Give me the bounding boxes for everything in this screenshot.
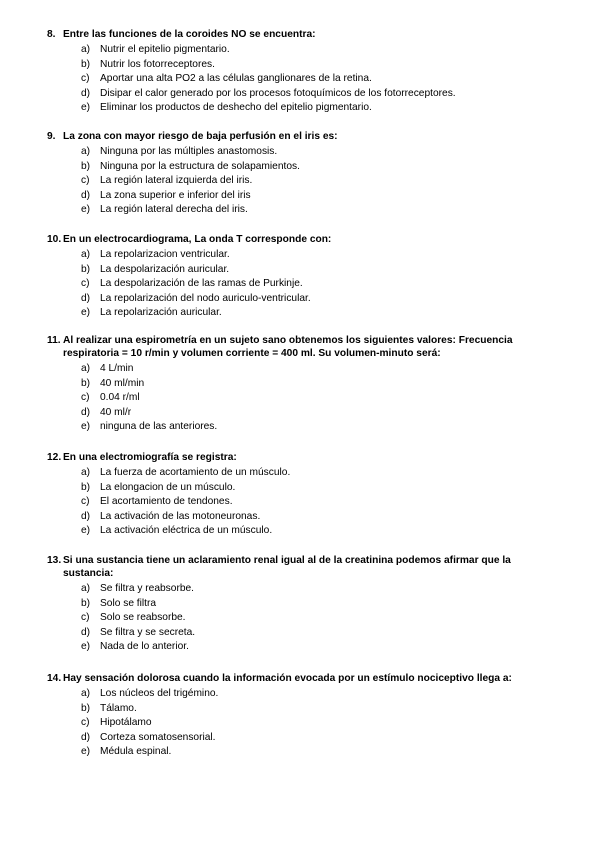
option-c: [81, 495, 557, 510]
option-text: La despolarización auricular.: [100, 263, 230, 275]
option-text: Se filtra y se secreta.: [100, 626, 196, 638]
question-title: [47, 130, 557, 143]
option-letter: e): [81, 307, 91, 319]
option-letter: e): [81, 641, 91, 653]
option-text: La zona superior e inferior del iris: [100, 189, 251, 201]
option-c: [81, 72, 557, 87]
option-e: [81, 203, 557, 218]
options-list: [47, 582, 557, 655]
question-14: [47, 672, 557, 760]
option-text: La repolarización auricular.: [100, 307, 222, 319]
option-letter: a): [81, 363, 91, 374]
question-9: [47, 130, 557, 218]
question-number: 11.: [47, 335, 61, 346]
option-b: [81, 377, 557, 392]
option-text: Solo se filtra: [100, 597, 157, 609]
option-b: [81, 160, 557, 175]
option-b: [81, 263, 557, 278]
question-11: [47, 334, 557, 435]
option-text: La elongacion de un músculo.: [100, 481, 236, 493]
option-letter: a): [81, 249, 91, 260]
question-title: [47, 28, 557, 41]
option-a: [81, 145, 557, 160]
option-d: [81, 626, 557, 641]
option-d: [81, 510, 557, 525]
option-letter: c): [81, 717, 90, 729]
option-letter: b): [81, 160, 91, 172]
option-letter: c): [81, 175, 90, 187]
option-a: [81, 466, 557, 481]
option-text: La región lateral izquierda del iris.: [100, 175, 253, 187]
option-text: La repolarizacion ventricular.: [100, 249, 230, 260]
option-e: [81, 640, 557, 655]
option-text: Nada de lo anterior.: [100, 641, 189, 653]
option-letter: d): [81, 731, 91, 743]
option-e: [81, 101, 557, 116]
option-c: [81, 716, 557, 731]
option-letter: c): [81, 278, 90, 290]
option-text: Eliminar los productos de deshecho del epitelio pigmentario.: [100, 102, 372, 114]
option-letter: b): [81, 702, 91, 714]
option-letter: a): [81, 146, 91, 157]
option-c: [81, 277, 557, 292]
question-13: [47, 554, 557, 655]
option-b: [81, 481, 557, 496]
option-letter: b): [81, 377, 91, 389]
option-text: 40 ml/r: [100, 406, 132, 418]
option-text: Disipar el calor generado por los procesos fotoquímicos de los fotorreceptores.: [100, 87, 456, 99]
option-b: [81, 702, 557, 717]
option-letter: e): [81, 746, 91, 758]
option-b: [81, 597, 557, 612]
option-text: El acortamiento de tendones.: [100, 496, 233, 508]
options-list: [47, 362, 557, 435]
option-letter: d): [81, 626, 91, 638]
option-letter: a): [81, 583, 91, 594]
option-letter: a): [81, 688, 91, 699]
option-b: [81, 58, 557, 73]
question-text: La zona con mayor riesgo de baja perfusión en el iris es:: [63, 131, 338, 142]
option-text: La activación de las motoneuronas.: [100, 510, 261, 522]
option-letter: b): [81, 597, 91, 609]
option-text: Se filtra y reabsorbe.: [100, 583, 194, 594]
option-letter: d): [81, 292, 91, 304]
option-text: La activación eléctrica de un músculo.: [100, 525, 273, 537]
options-list: [47, 43, 557, 116]
option-letter: c): [81, 496, 90, 508]
options-list: [47, 248, 557, 321]
options-list: [47, 687, 557, 760]
question-10: [47, 233, 557, 321]
option-d: [81, 406, 557, 421]
option-letter: d): [81, 510, 91, 522]
question-title: [47, 334, 557, 360]
option-e: [81, 420, 557, 435]
option-text: Aportar una alta PO2 a las células ganglionares de la retina.: [100, 73, 372, 85]
question-text: Hay sensación dolorosa cuando la información evocada por un estímulo nociceptivo llega a:: [63, 673, 512, 684]
option-text: Ninguna por las múltiples anastomosis.: [100, 146, 278, 157]
question-title: [47, 554, 557, 580]
question-text: En una electromiografía se registra:: [63, 452, 237, 463]
option-text: La fuerza de acortamiento de un músculo.: [100, 467, 291, 478]
option-letter: a): [81, 44, 91, 55]
option-letter: c): [81, 73, 90, 85]
options-list: [47, 466, 557, 539]
option-d: [81, 292, 557, 307]
option-text: Nutrir el epitelio pigmentario.: [100, 44, 230, 55]
option-text: 40 ml/min: [100, 377, 145, 389]
option-letter: e): [81, 204, 91, 216]
option-e: [81, 524, 557, 539]
option-d: [81, 189, 557, 204]
option-letter: c): [81, 392, 90, 404]
option-text: Los núcleos del trigémino.: [100, 688, 219, 699]
question-number: 8.: [47, 29, 56, 40]
option-a: [81, 582, 557, 597]
option-letter: d): [81, 189, 91, 201]
option-a: [81, 248, 557, 263]
option-text: ninguna de las anteriores.: [100, 421, 218, 433]
question-12: [47, 451, 557, 539]
question-number: 9.: [47, 131, 56, 142]
option-letter: e): [81, 525, 91, 537]
option-letter: b): [81, 58, 91, 70]
option-d: [81, 731, 557, 746]
option-letter: d): [81, 87, 91, 99]
options-list: [47, 145, 557, 218]
question-text: En un electrocardiograma, La onda T corresponde con:: [63, 234, 332, 245]
option-e: [81, 745, 557, 760]
option-text: Tálamo.: [100, 702, 137, 714]
option-text: Solo se reabsorbe.: [100, 612, 186, 624]
question-number: 14.: [47, 673, 62, 684]
option-text: 0.04 r/ml: [100, 392, 140, 404]
option-text: Nutrir los fotorreceptores.: [100, 58, 215, 70]
question-8: [47, 28, 557, 116]
option-e: [81, 306, 557, 321]
option-letter: c): [81, 612, 90, 624]
option-letter: b): [81, 481, 91, 493]
question-text: Entre las funciones de la coroides NO se encuentra:: [63, 29, 316, 40]
option-c: [81, 174, 557, 189]
question-title: [47, 451, 557, 464]
option-text: La región lateral derecha del iris.: [100, 204, 248, 216]
option-letter: d): [81, 406, 91, 418]
option-letter: b): [81, 263, 91, 275]
question-text: Al realizar una espirometría en un sujeto sano obtenemos los siguientes valores: Frecuencia respiratoria = 10 r/min y volumen corriente = 400 ml. Su volumen-minuto será:: [63, 335, 513, 359]
option-text: Médula espinal.: [100, 746, 172, 758]
option-text: La repolarización del nodo auriculo-ventricular.: [100, 292, 311, 304]
option-letter: a): [81, 467, 91, 478]
option-d: [81, 87, 557, 102]
option-text: La despolarización de las ramas de Purkinje.: [100, 278, 303, 290]
option-text: Hipotálamo: [100, 717, 152, 729]
question-number: 10.: [47, 234, 62, 245]
option-a: [81, 43, 557, 58]
option-c: [81, 391, 557, 406]
option-letter: e): [81, 102, 91, 114]
option-a: [81, 362, 557, 377]
option-text: Corteza somatosensorial.: [100, 731, 216, 743]
question-number: 12.: [47, 452, 62, 463]
option-text: Ninguna por la estructura de solapamientos.: [100, 160, 300, 172]
option-a: [81, 687, 557, 702]
option-text: 4 L/min: [100, 363, 134, 374]
question-title: [47, 233, 557, 246]
question-text: Si una sustancia tiene un aclaramiento renal igual al de la creatinina podemos afirmar que la sustancia:: [63, 555, 511, 579]
question-number: 13.: [47, 555, 62, 566]
question-title: [47, 672, 557, 685]
option-c: [81, 611, 557, 626]
option-letter: e): [81, 421, 91, 433]
